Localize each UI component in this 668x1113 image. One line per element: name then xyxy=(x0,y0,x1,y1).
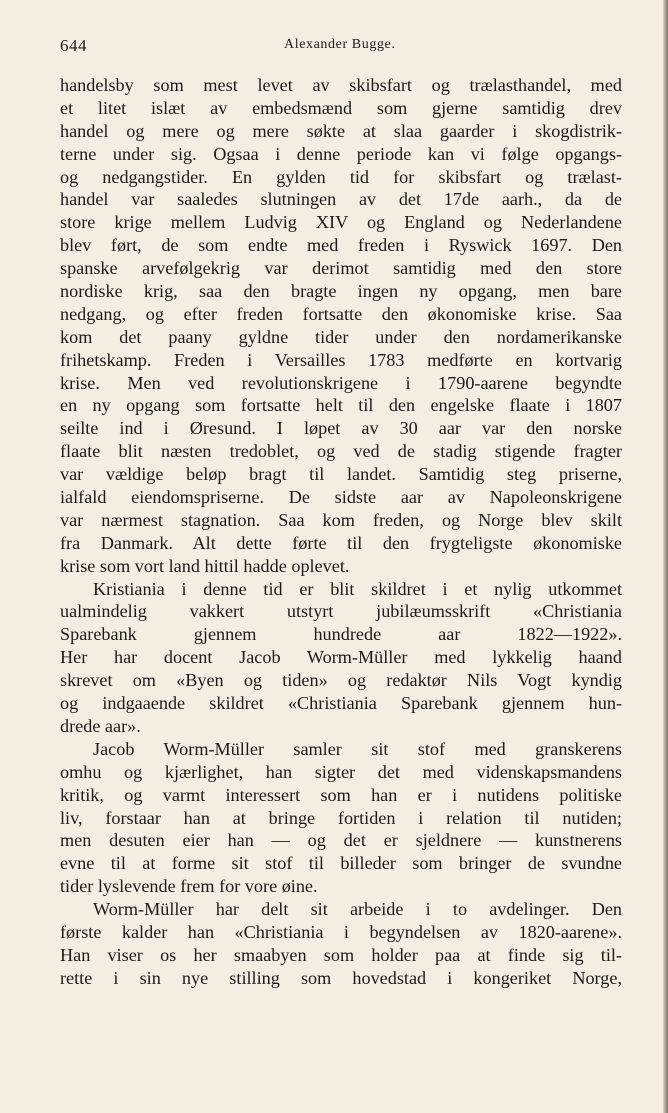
text-line: terne under sig. Ogsaa i denne periode kan vi følge opgangs- xyxy=(60,143,622,164)
text-line: fra Danmark. Alt dette førte til den frygteligste økonomiske xyxy=(60,532,622,553)
text-line: store krige mellem Ludvig XIV og England og Nederlandene xyxy=(60,212,622,233)
running-head: Alexander Bugge. xyxy=(284,37,396,52)
text-line: men desuten eier han — og det er sjeldnere — kunstnerens xyxy=(60,830,622,851)
paragraph xyxy=(60,74,622,578)
text-line: var vældige beløp bragt til landet. Samtidig steg priserne, xyxy=(60,464,622,485)
paragraph xyxy=(60,898,622,990)
text-line: liv, forstaar han at bringe fortiden i relation til nutiden; xyxy=(60,807,622,828)
text-line: ualmindelig vakkert utstyrt jubilæumsskrift «Christiania xyxy=(60,601,622,622)
text-line: frihetskamp. Freden i Versailles 1783 medførte en kortvarig xyxy=(60,349,622,370)
page-edge xyxy=(663,0,668,1113)
text-line: spanske arvefølgekrig var derimot samtidig med den store xyxy=(60,258,622,279)
text-line: handel var saaledes slutningen av det 17de aarh., da de xyxy=(60,189,622,210)
text-line: blev ført, de som endte med freden i Ryswick 1697. Den xyxy=(60,235,622,256)
text-line: Sparebank gjennem hundrede aar 1822—1922». xyxy=(60,624,622,645)
text-line: krise som vort land hittil hadde oplevet. xyxy=(60,555,350,576)
text-line: handelsby som mest levet av skibsfart og trælasthandel, med xyxy=(60,75,622,95)
text-line: Worm-Müller har delt sit arbeide i to avdelinger. Den xyxy=(93,899,622,920)
text-line: et litet islæt av embedsmænd som gjerne samtidig drev xyxy=(60,97,622,118)
text-line: Kristiania i denne tid er blit skildret i et nylig utkommet xyxy=(93,578,622,599)
text-line: kom det paany gyldne tider under den nordamerikanske xyxy=(60,326,622,347)
text-line: en ny opgang som fortsatte helt til den engelske flaate i 1807 xyxy=(60,395,622,416)
text-line: flaate blit næsten tredoblet, og ved de stadig stigende fragter xyxy=(60,441,622,462)
text-line: handel og mere og mere søkte at slaa gaarder i skogdistrik- xyxy=(60,120,622,141)
text-line: ialfald eiendomspriserne. De sidste aar av Napoleonskrigene xyxy=(60,487,622,508)
text-line: omhu og kjærlighet, han sigter det med videnskapsmandens xyxy=(60,761,622,782)
text-line: Her har docent Jacob Worm-Müller med lykkelig haand xyxy=(60,647,622,668)
page-number: 644 xyxy=(60,36,87,55)
paragraph xyxy=(60,738,622,898)
body-text xyxy=(60,74,622,990)
page-header xyxy=(60,36,622,60)
text-line: seilte ind i Øresund. I løpet av 30 aar var den norske xyxy=(60,418,622,439)
text-line: første kalder han «Christiania i begyndelsen av 1820-aarene». xyxy=(60,921,622,942)
text-line: Han viser os her smaabyen som holder paa at finde sig til- xyxy=(60,944,622,965)
text-line: tider lyslevende frem for vore øine. xyxy=(60,876,318,897)
paragraph xyxy=(60,578,622,738)
text-line: rette i sin nye stilling som hovedstad i kongeriket Norge, xyxy=(60,967,622,988)
text-line: Jacob Worm-Müller samler sit stof med granskerens xyxy=(93,738,622,759)
text-line: drede aar». xyxy=(60,715,141,736)
text-line: var nærmest stagnation. Saa kom freden, og Norge blev skilt xyxy=(60,509,622,530)
text-line: og indgaaende skildret «Christiania Sparebank gjennem hun- xyxy=(60,693,622,714)
text-line: og nedgangstider. En gylden tid for skibsfart og trælast- xyxy=(60,166,622,187)
text-line: kritik, og varmt interessert som han er i nutidens politiske xyxy=(60,784,622,805)
text-line: skrevet om «Byen og tiden» og redaktør Nils Vogt kyndig xyxy=(60,670,622,691)
text-line: evne til at forme sit stof til billeder som bringer de svundne xyxy=(60,853,622,874)
text-line: krise. Men ved revolutionskrigene i 1790-aarene begyndte xyxy=(60,372,622,393)
text-line: nordiske krig, saa den bragte ingen ny opgang, men bare xyxy=(60,281,622,302)
text-line: nedgang, og efter freden fortsatte den økonomiske krise. Saa xyxy=(60,303,622,324)
